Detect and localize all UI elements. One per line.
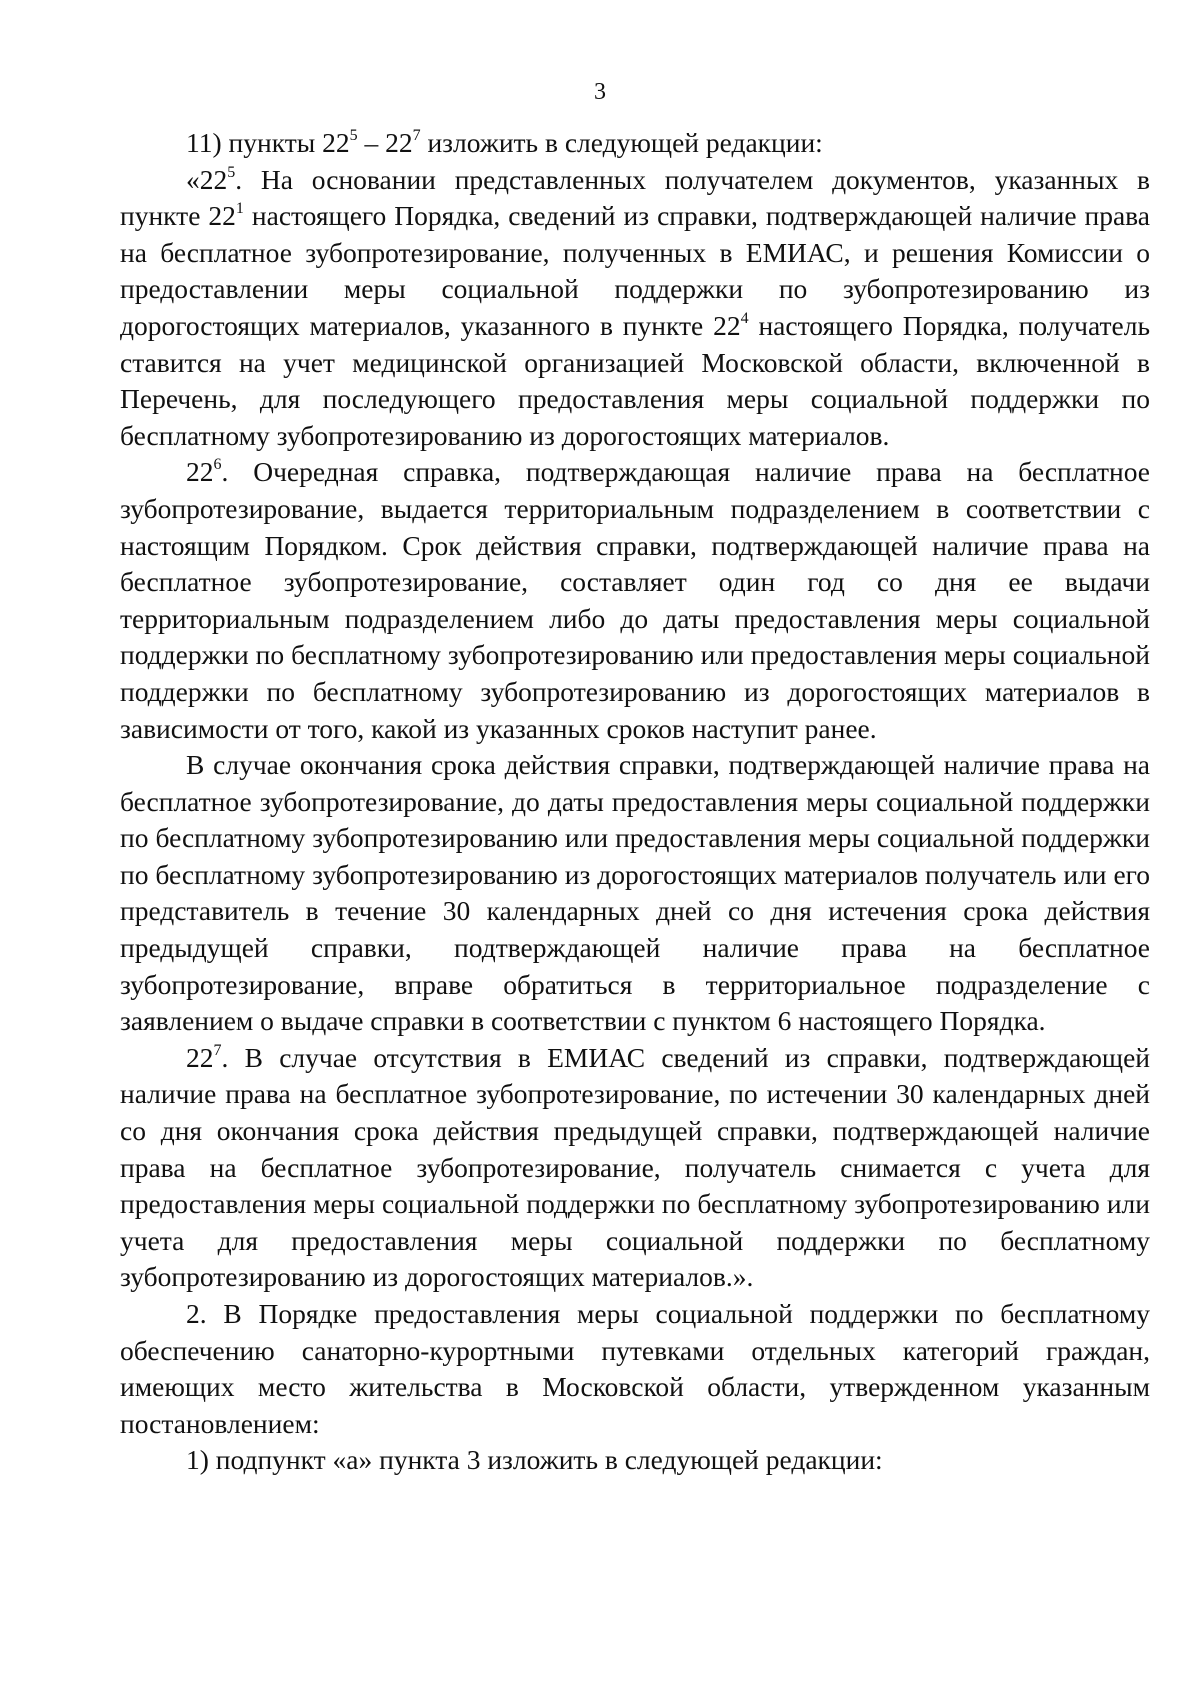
paragraph-text: . В случае отсутствия в ЕМИАС сведений из справки, подтверждающей наличие права на бесплатное зубопротезирование, по истечении 30 календарных дней со дня окончания срока действия предыдущей справки, подтверждающей наличие права на бесплатное зубопротезирование, получатель снимается с учета для предоставления меры социальной поддержки по бесплатному зубопротезированию или учета для предоставления меры социальной поддержки по бесплатному зубопротезированию из дорогостоящих материалов.». [120, 1041, 1150, 1293]
paragraph-expiry-case [120, 747, 1150, 1040]
superscript-index: 5 [227, 163, 236, 181]
superscript-index: 1 [235, 200, 244, 218]
paragraph-text: настоящего Порядка, сведений из справки, подтверждающей наличие права на бесплатное зубопротезирование, полученных в ЕМИАС, и решения Комиссии о предоставлении меры социальной поддержки по зубопротезированию из дорогостоящих материалов, указанного в пункте 22 [120, 200, 1151, 341]
paragraph-text: 22 [186, 1041, 214, 1073]
paragraph-point-22-5 [120, 162, 1150, 455]
paragraph-text: 11) пункты 22 [186, 127, 350, 158]
paragraph-text: . На основании представленных получателем документов, указанных в пункте 22 [120, 163, 1150, 232]
superscript-index: 7 [213, 1041, 222, 1059]
paragraph-text: изложить в следующей редакции: [420, 127, 823, 158]
paragraph-text: настоящего Порядка, получатель ставится на учет медицинской организацией Московской области, включенной в Перечень, для последующего предоставления меры социальной поддержки по бесплатному зубопротезированию из дорогостоящих материалов. [120, 309, 1150, 451]
paragraph-text: – 22 [357, 127, 413, 158]
superscript-index: 7 [412, 127, 421, 144]
paragraph-text: В случае окончания срока действия справки, подтверждающей наличие права на бесплатное зубопротезирование, до даты предоставления меры социальной поддержки по бесплатному зубопротезированию или предоставления меры социальной поддержки по бесплатному зубопротезированию из дорогостоящих материалов получатель или его представитель в течение 30 календарных дней со дня истечения срока действия предыдущей справки, подтверждающей наличие права на бесплатное зубопротезирование, вправе обратиться в территориальное подразделение с заявлением о выдаче справки в соответствии с пунктом 6 настоящего Порядка. [120, 749, 1150, 1037]
paragraph-point-22-7 [120, 1040, 1150, 1296]
superscript-index: 4 [740, 309, 749, 327]
paragraph-text: . Очередная справка, подтверждающая наличие права на бесплатное зубопротезирование, выдается территориальным подразделением в соответствии с настоящим Порядком. Срок действия справки, подтверждающей наличие права на бесплатное зубопротезирование, составляет один год со дня ее выдачи территориальным подразделением либо до даты предоставления меры социальной поддержки по бесплатному зубопротезированию или предоставления меры социальной поддержки по бесплатному зубопротезированию из дорогостоящих материалов в зависимости от того, какой из указанных сроков наступит ранее. [120, 456, 1150, 744]
paragraph-section-2 [120, 1296, 1150, 1442]
paragraph-item-11 [120, 125, 1150, 162]
page-number: 3 [594, 79, 606, 105]
paragraph-text: 2. В Порядке предоставления меры социальной поддержки по бесплатному обеспечению санаторно-курортными путевками отдельных категорий граждан, имеющих место жительства в Московской области, утвержденном указанным постановлением: [120, 1298, 1150, 1439]
paragraph-text: 1) подпункт «а» пункта 3 изложить в следующей редакции: [186, 1444, 883, 1476]
superscript-index: 6 [213, 456, 222, 474]
paragraph-text: «22 [186, 163, 228, 195]
document-body [120, 125, 1150, 1479]
superscript-index: 5 [349, 127, 358, 144]
paragraph-point-22-6 [120, 454, 1150, 747]
paragraph-subitem-1 [120, 1442, 1150, 1479]
paragraph-text: 22 [186, 456, 214, 488]
